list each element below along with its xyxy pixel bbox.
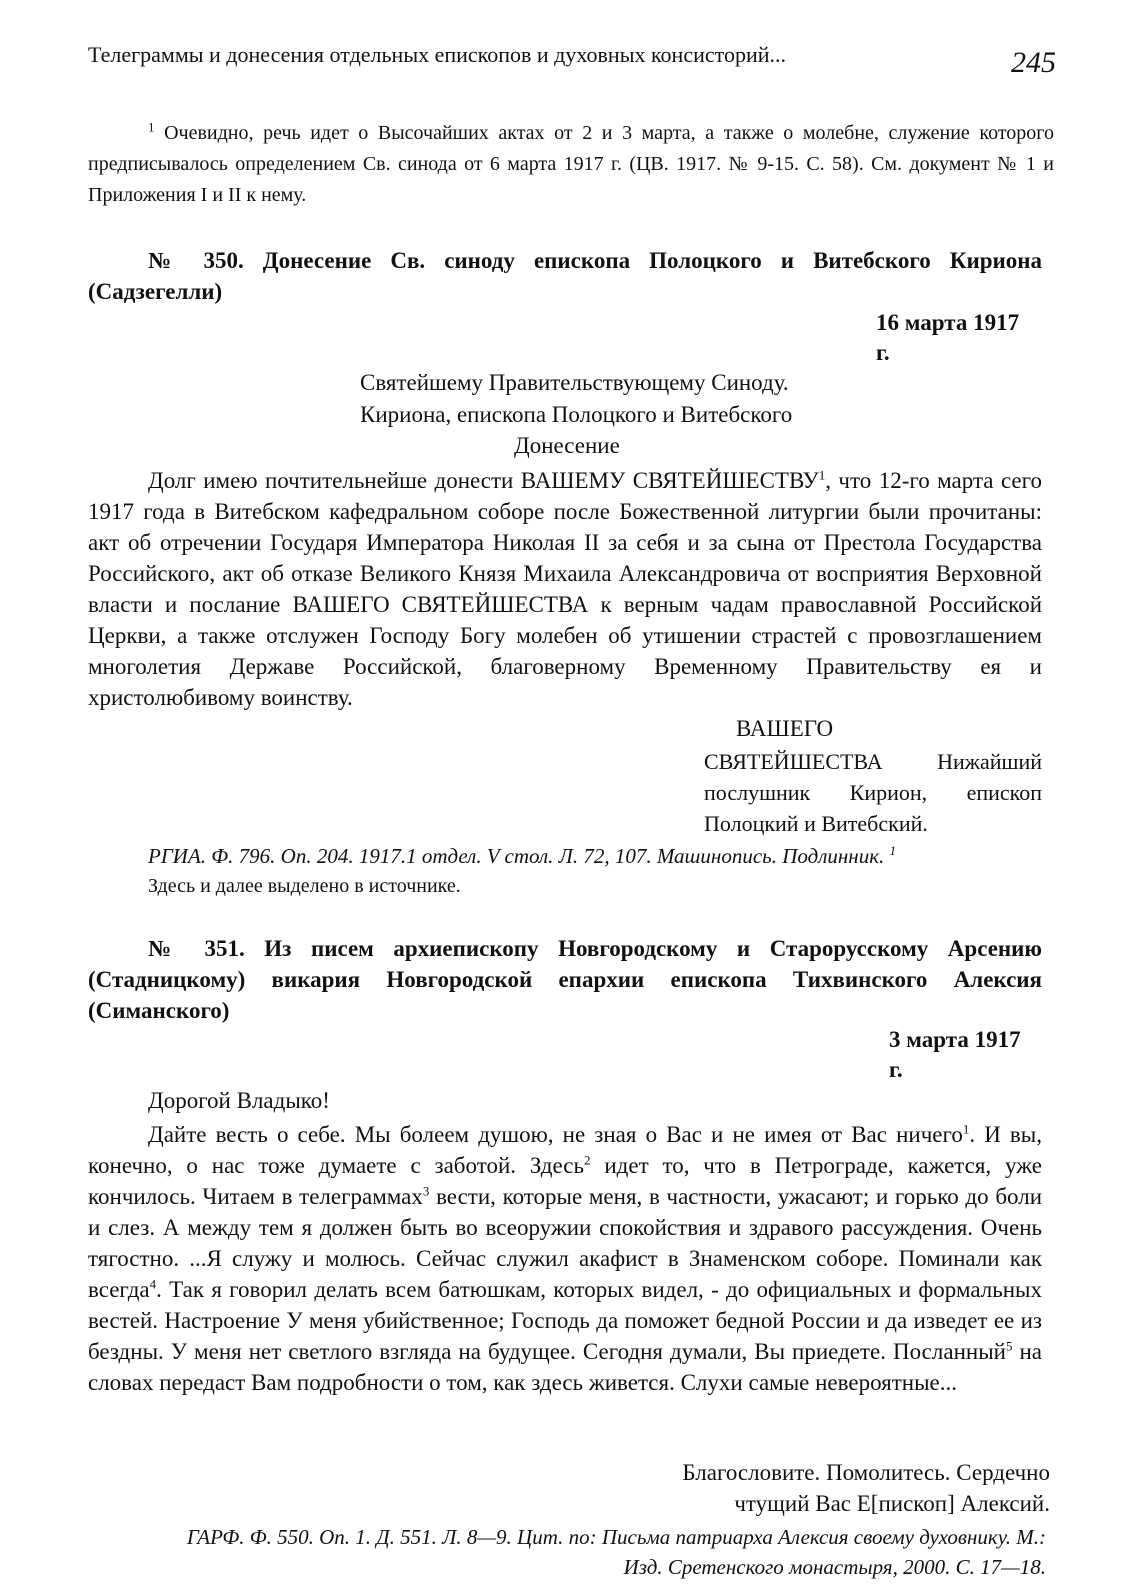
doc350-sender: Кириона, епископа Полоцкого и Витебского <box>360 402 793 427</box>
doc351-mark-4: 4 <box>149 1276 157 1292</box>
doc351-mark-1: 1 <box>962 1121 970 1137</box>
doc351-body-5: . Так я говорил делать всем батюшкам, которых видел, - до официальных и формальных вестей. Настроение У меня убийственное; Господь да поможет бедной России и да изведет ее из бездны. У меня нет светлого взгляда на будущее. Сегодня думали, Вы приедете. Посланный <box>88 1277 1042 1364</box>
doc350-body-part2: , что 12-го марта сего 1917 года в Витебском кафедральном соборе после Божественной литургии были прочитаны: акт об отречении Государя Императора Николая II за себя и за сына от Престола Государства Российского, акт об отказе Великого Князя Михаила Александровича от восприятия Верховной власти и послание ВАШЕГО СВЯТЕЙШЕСТВА к верным чадам православной Российской Церкви, а также отслужен Господу Богу молебен об утишении страстей с провозглашением многолетия Державе Российской, благоверному Временному Правительству ея и христолюбивому воинству. <box>88 468 1042 710</box>
doc351-greeting: Дорогой Владыко! <box>148 1088 330 1113</box>
doc351-body-6: на словах передаст Вам подробности о том, как здесь живется. Слухи самые невероятные... <box>88 1339 1042 1395</box>
doc350-date-suffix: г. <box>876 340 890 365</box>
doc350-archive-ref <box>148 844 896 869</box>
doc350-signature-salutation: ВАШЕГО <box>736 716 834 741</box>
doc351-body <box>88 1119 1042 1398</box>
footnote-text: Очевидно, речь идет о Высочайших актах от 2 и 3 марта, а также о молебне, служение которого предписывалось определением Св. синода от 6 марта 1917 г. (ЦВ. 1917. № 9-15. С. 58). См. документ № 1 и Приложения I и II к нему. <box>88 122 1054 206</box>
doc350-footnote: Здесь и далее выделено в источнике. <box>148 875 461 897</box>
doc351-closing-2: чтущий Вас Е[пископ] Алексий. <box>734 1491 1050 1516</box>
doc351-date: 3 марта 1917 <box>889 1027 1021 1052</box>
doc350-doc-type: Донесение <box>514 433 620 458</box>
doc350-body <box>88 465 1042 713</box>
doc350-archive-text: РГИА. Ф. 796. Оп. 204. 1917.1 отдел. V стол. Л. 72, 107. Машинопись. Подлинник. <box>148 844 885 868</box>
doc351-body-3: идет то, что в Петрограде, кажется, уже кончилось. Читаем в телеграммах <box>88 1153 1042 1209</box>
doc350-title: № 350. Донесение Св. синоду епископа Полоцкого и Витебского Кириона (Садзегелли) <box>88 248 1042 304</box>
running-title: Телеграммы и донесения отдельных епископов и духовных консисторий... <box>88 42 786 67</box>
doc351-body-2: . И вы, конечно, о нас тоже думаете с заботой. Здесь <box>88 1122 1042 1178</box>
previous-page-footnote <box>88 118 1054 211</box>
doc350-date: 16 марта 1917 <box>876 310 1020 335</box>
doc350-archive-mark: 1 <box>889 843 897 858</box>
footnote-mark: 1 <box>148 119 155 135</box>
doc350-signature: СВЯТЕЙШЕСТВА Нижайший послушник Кирион, епископ Полоцкий и Витебский. <box>704 749 1042 836</box>
doc350-body-mark: 1 <box>818 467 826 483</box>
doc351-body-1: Дайте весть о себе. Мы болеем душою, не зная о Вас и не имея от Вас ничего <box>148 1122 963 1147</box>
page-number: 245 <box>1011 46 1056 79</box>
doc351-body-4: вести, которые меня, в частности, ужасают; и горько до боли и слез. А между тем я должен быть во всеоружии спокойствия и здравого рассуждения. Очень тягостно. ...Я служу и молюсь. Сейчас служил акафист в Знаменском соборе. Поминали как всегда <box>88 1184 1042 1302</box>
doc351-title: № 351. Из писем архиепископу Новгородскому и Старорусскому Арсению (Стадницкому) викария Новгородской епархии епископа Тихвинского Алексия (Симанского) <box>88 936 1042 1023</box>
doc351-source: ГАРФ. Ф. 550. Оп. 1. Д. 551. Л. 8—9. Цит. по: Письма патриарха Алексия своему духовнику. М.: Изд. Сретенского монастыря, 2000. С. 17—18. <box>186 1525 1046 1579</box>
doc351-mark-5: 5 <box>1005 1338 1013 1354</box>
doc351-mark-2: 2 <box>584 1152 591 1168</box>
doc351-closing-1: Благословите. Помолитесь. Сердечно <box>682 1460 1050 1485</box>
doc351-mark-3: 3 <box>422 1183 430 1199</box>
doc350-body-part1: Долг имею почтительнейше донести ВАШЕМУ СВЯТЕЙШЕСТВУ <box>148 468 819 493</box>
doc350-addressee: Святейшему Правительствующему Синоду. <box>360 370 789 395</box>
doc351-date-suffix: г. <box>889 1057 903 1082</box>
